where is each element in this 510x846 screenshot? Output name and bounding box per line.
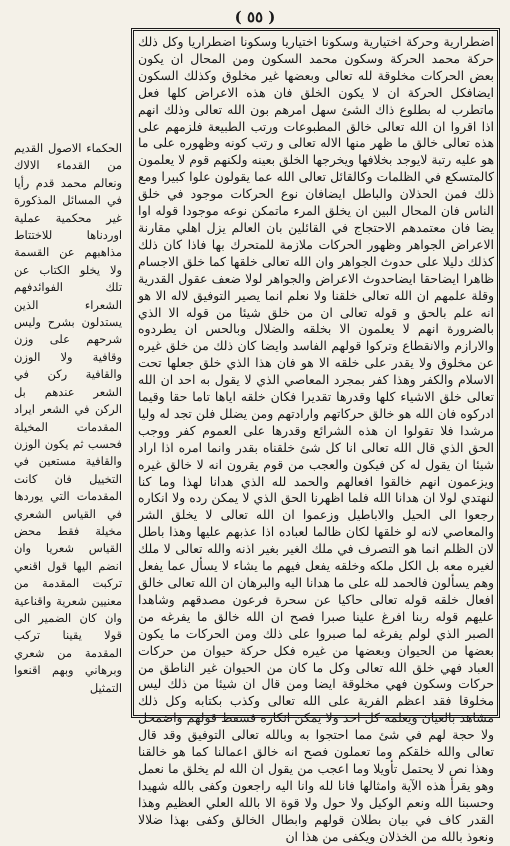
main-text-paragraph: اضطرارية وحركة اختيارية وسكونا اختياريا وسكونا اضطراريا وكل ذلك حركة محمد الحركة وسكون محمد السكون ومن المحال ان يكون بعض الحركات مخلوقة لله تعالى وبعضها غير مخلوق وكذلك السكون ايضافكل الحركة ان لا يكون الخلق فان هذه الاعراض كلها فعل ماتطرب له بطلوع ذاك الشئ سهل امرهم بون الله تعالى وذلك انهم اذا اقروا ان الله تعالى خالق المطبوعات ورتب الطبيعة فلزمهم على هذه تعالى خالق ما ظهر منها الاله تعالى و رتب كونه وظهوره على ما هو عليه رتبة لايوجد بخلافها ويخرجها الخلق بعينه ولكنهم قوم لا يعلمون كالمتسكع في الظلمات وكالقائل تعالى الله عما يقولون علوا كبيرا ومع ذلك فمن الحذلان والباطل ايضافان نوع الحركات موجود في خلق الناس فان المحال البين ان يخلق المرء ماتمكن نوعه موجودا قوله اوا يضا فان معتمدهم الاحتجاج في القائلين بان العالم يزل اهلي مقارنة الاعراض الجواهر وظهور الحركات ملازمة للمتحرك بها فاذا كان ذلك كذلك دليلا على حدوث الجواهر وان الله تعالى خلقها كما خلق الاجسام ظاهرا ايضاحقا ايضاحدوث الاعراض والجواهر لولا ضعف عقول القدرية وقلة علمهم ان الله تعالى خلقنا ولا نعلم انما يصير التوفيق لاله الا هو انه علم بالحق و قوله تعالى ان من خلق شيئا من قوله الا الذي بالضرورة انهم لا يعلمون الا بخلقه والضلال وبالحس ان يطردوه والارازم والانقطاع وتركوا قولهم الفاسد وايضا كان ذلك من خلق غيره عن مخلوق ولا يقدر على خلقه الا هو فان هذا الذي خلق جعلها تحت الاسلام والكفر وهذا كفر بمجرد المعاصي الذي لا يقول به احد ان الله تعالى خلق الاشياء كلها وقدرها تقديرا فكان خلقه اياها تاما حقا وقيما ادركوه فان الله هو خالق حركاتهم وارادتهم ومن يضلل فلن تجد له وليا مرشدا فلا تقولوا ان هذه الشرائع وقدرها على العموم كفر ووجب الحق الذي قال الله تعالى انا كل شئ خلقناه بقدر وانما امره اذا اراد شيئا ان يقول له كن فيكون والعجب من قوم يقرون انه لا خالق غيره ويزعمون انهم خالقوا افعالهم والحمد لله الذي هدانا لهذا وما كنا لنهتدي لولا ان هدانا الله فلما اظهرنا الحق الذي لا يمكن رده ولا انكاره رجعوا الى الحيل والاباطيل وزعموا ان الله تعالى لا يخلق الشر والمعاصي لانه لو خلقها لكان ظالما لعباده اذا عذبهم عليها وهذا باطل لان الظلم انما هو التصرف في ملك الغير بغير اذنه والله تعالى لا ملك لغيره معه بل الكل ملكه وخلقه يفعل فيهم ما يشاء لا يسأل عما يفعل وهم يسألون فالحمد لله على ما هدانا اليه والبرهان ان الله تعالى خالق افعال خلقه قوله تعالى حاكيا عن سحرة فرعون مصدقهم وشاهدا عليهم قوله ربنا افرغ علينا صبرا فصح ان الله خالق ما يفرغه من الصبر الذي لولم يفرغه لما صبروا على ذلك ومن الحركات ما يكون بعضها من الحيوان وبعضها من غيره فكل حركة حيوان من حركات العباد فهي خلق الله تعالى وكل ما كان من الحيوان غير الناطق من حركات وسكون فهي مخلوقة ايضا ومن قال ان شيئا من ذلك ليس مخلوقا فقد اعظم الفرية على الله تعالى وكذب بكتابه وكل ذلك مشاهد بالعيان ويعلمه كل احد ولا يمكن انكاره فسقط قولهم واضمحل ولا حجة لهم في شئ مما احتجوا به وبالله تعالى التوفيق وقد قال تعالى والله خلقكم وما تعملون فصح انه خالق اعمالنا كما هو خالقنا وهذا نص لا يحتمل تأويلا وما اعجب من يقول ان الله لم يخلق ما نعمل وهو يقرأ هذه الآية وامثالها فانا لله وانا اليه راجعون وكفى بالله شهيدا وحسبنا الله ونعم الوكيل ولا حول ولا قوة الا بالله العلي العظيم وهذا القدر كاف في بيان بطلان قولهم وابطال الخالق وكفى بهذا ضلالا ونعوذ بالله من الخذلان ويكفى من هذا ان: [138, 34, 494, 844]
page-number: ( ٥٥ ): [234, 8, 276, 26]
margin-commentary: [14, 140, 122, 695]
margin-commentary-text: الحكماء الاصول القديم من القدماء الالاك ونعالم محمد قدم رأيا في المسائل المذكورة غير محكمية عملية اوردناها للاختتاط مذاهبهم عن القسمة ولا يخلو الكتاب عن تلك الفوائدفهم الشعراء الذين يستدلون بشرح وليس شرحهم على وزن وقافية ولا الوزن والقافية ركن في الشعر عندهم بل الركن في الشعر ايراد المقدمات المخيلة فحسب ثم يكون الوزن والقافية مستعين في التخييل فان كانت المقدمات التي يوردها في القياس الشعري مخيلة فقط محض القياس شعريا وان انضم اليها قول اقنعي تركبت المقدمة من معنيين شعرية واقناعية وان كان الضمير الى قولا يقينا تركب المقدمة من شعري وبرهاني وبهم اقنعوا التمثيل: [14, 141, 122, 695]
main-text-block: [138, 34, 494, 844]
